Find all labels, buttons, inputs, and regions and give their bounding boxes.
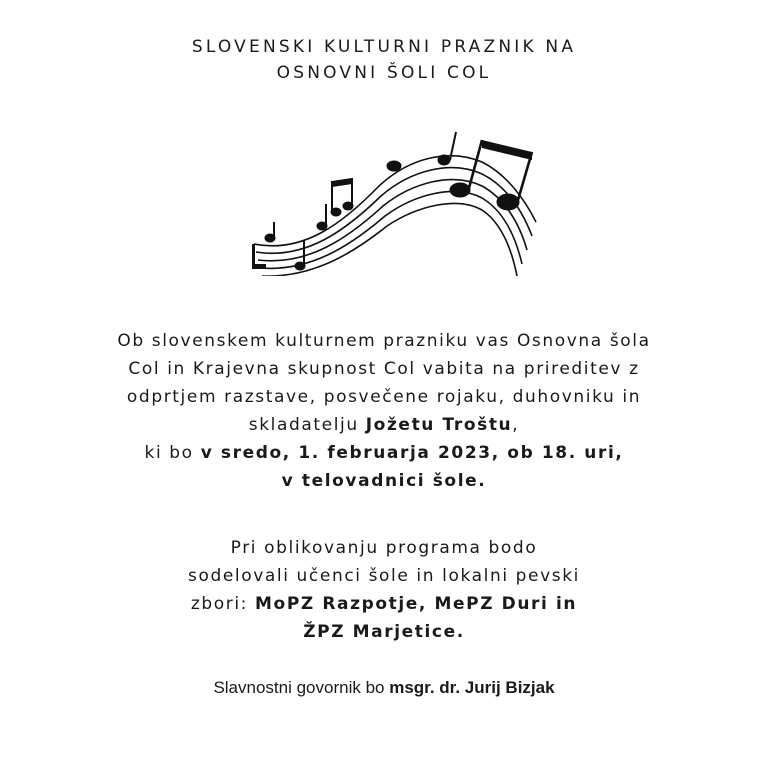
event-location: v telovadnici šole. — [281, 471, 487, 491]
intro-line-3: odprtjem razstave, posvečene rojaku, duhovniku in — [126, 387, 642, 407]
notes — [252, 132, 532, 270]
event-date: v sredo, 1. februarja 2023, ob 18. uri, — [200, 443, 624, 463]
program-line-4 — [0, 618, 768, 646]
intro-line-2: Col in Krajevna skupnost Col vabita na prireditev z — [128, 359, 640, 379]
program-line-3-prefix: zbori: — [190, 594, 256, 614]
choirs-list: MoPZ Razpotje, MePZ Duri in — [255, 594, 578, 614]
intro-line-5-prefix: ki bo — [144, 443, 201, 463]
speaker-name: msgr. dr. Jurij Bizjak — [389, 678, 555, 697]
speaker-prefix: Slavnostni govornik bo — [213, 678, 390, 697]
intro-line-1: Ob slovenskem kulturnem prazniku vas Osnovna šola — [117, 331, 651, 351]
composer-name: Jožetu Troštu — [365, 415, 513, 435]
intro-line-4-prefix: skladatelju — [248, 415, 366, 435]
staff-lines — [254, 156, 536, 276]
program-line-3 — [0, 590, 768, 618]
speaker-line — [0, 676, 768, 700]
choir-marjetice: ŽPZ Marjetice. — [303, 622, 465, 642]
program-line-2: sodelovali učenci šole in lokalni pevski — [188, 566, 580, 586]
intro-line-4 — [0, 411, 768, 439]
music-notes-icon — [244, 126, 544, 276]
intro-paragraph — [0, 327, 768, 495]
title-line-2: OSNOVNI ŠOLI COL — [276, 63, 492, 83]
intro-line-5 — [0, 439, 768, 467]
page-title — [0, 34, 768, 86]
title-line-1: SLOVENSKI KULTURNI PRAZNIK NA — [191, 37, 577, 57]
intro-line-4-suffix: , — [512, 415, 520, 435]
program-line-1: Pri oblikovanju programa bodo — [230, 538, 538, 558]
intro-line-6 — [0, 467, 768, 495]
program-paragraph — [0, 534, 768, 646]
